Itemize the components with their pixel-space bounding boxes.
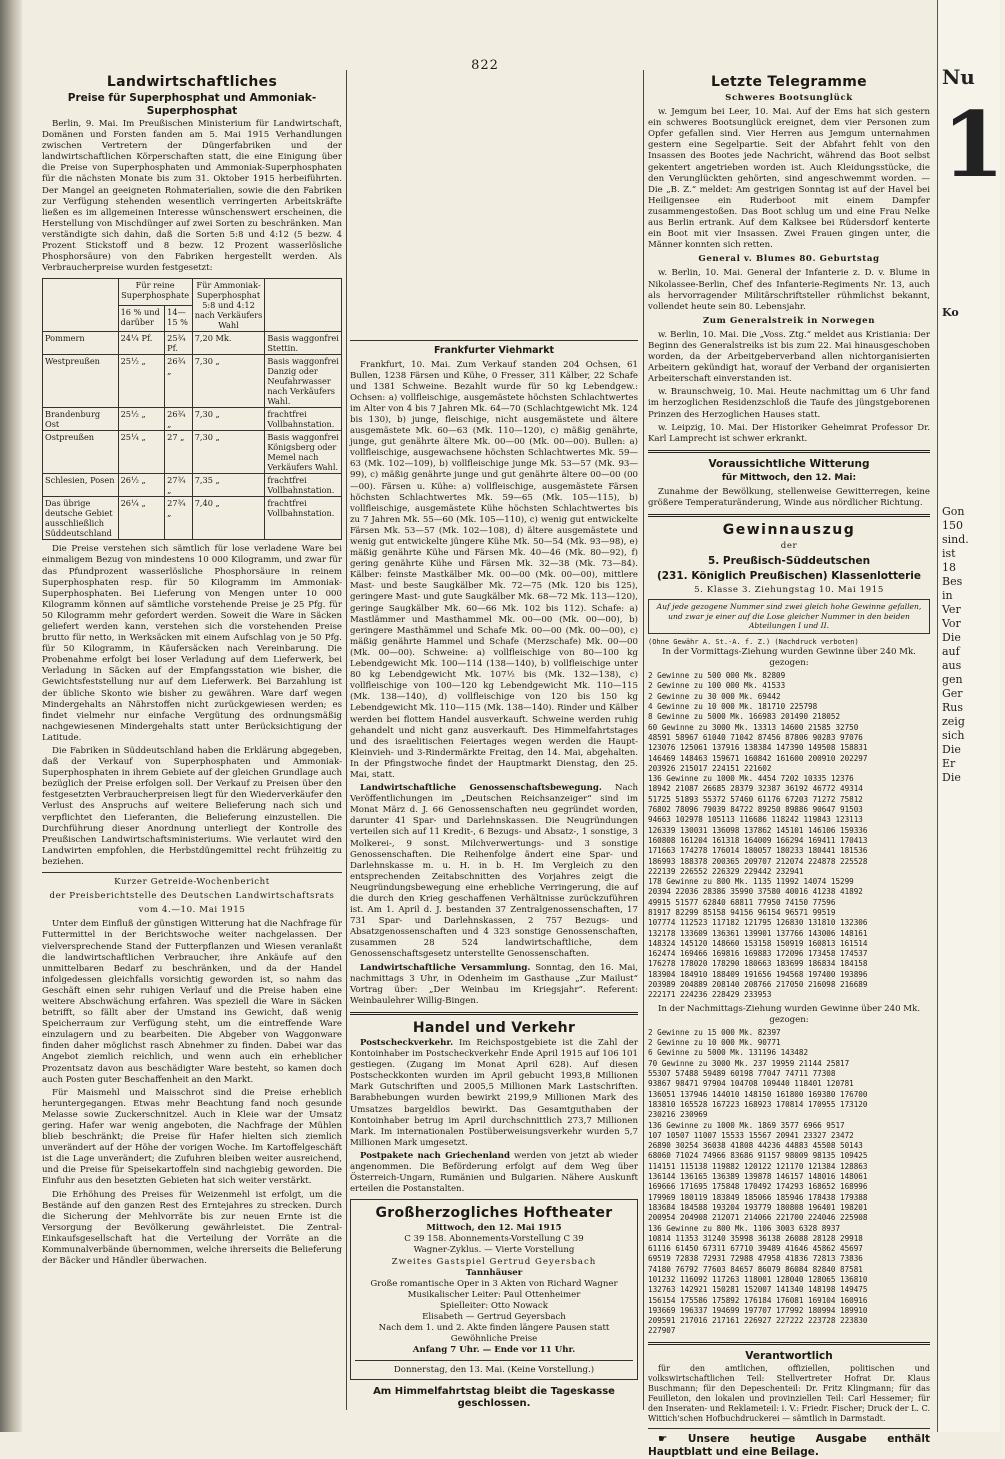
- meeting-text: Sonntag, den 16. Mai, nachmittags 3 Uhr, in Odenheim im Gasthause „Zur Mailust“ Vortrag über: „Der Weinbau im Kriegsjahr“. Referent: Weinbaulehrer Willig-Bingen.: [350, 962, 639, 1006]
- lottery-result-line: 18942 21087 26685 28379 32387 36192 46772 49314: [648, 784, 863, 794]
- table-cell: 7,35 „: [192, 474, 265, 497]
- lottery-result-line: 171663 174278 176014 180057 180233 180441 181536: [648, 846, 868, 856]
- lottery-result-line: 114151 115138 119882 120122 121170 121384 128863: [648, 1161, 868, 1171]
- section-divider: [42, 872, 342, 873]
- adjacent-page-strip: [937, 0, 1005, 1432]
- report-headline: Kurzer Getreide-Wochenbericht: [114, 877, 270, 888]
- lottery-result-line: 132763 142921 150281 152007 141340 148198 149475: [648, 1285, 868, 1295]
- lottery-result-line: 10814 11353 31240 35998 36138 26088 28128 29918: [648, 1233, 863, 1243]
- table-cell: 27¾ „: [165, 497, 193, 540]
- lottery-result-line: 136 Gewinne zu 800 Mk. 1106 3003 6328 8937: [648, 1223, 841, 1233]
- table-cell: 25¾ Pf.: [165, 332, 193, 355]
- lottery-result-line: 193669 196337 194699 197707 177992 180994 189910: [648, 1305, 868, 1315]
- theater-line: Donnerstag, den 13. Mai. (Keine Vorstellung.): [393, 1365, 595, 1376]
- theater-line: Anfang 7 Uhr. — Ende vor 11 Uhr.: [412, 1345, 576, 1356]
- lottery-result-line: 60 Gewinne zu 3000 Mk. 13313 14600 21585 32750: [648, 722, 859, 732]
- column-agriculture: [42, 72, 342, 1402]
- table-header: Für reine Superphosphate: [118, 279, 192, 306]
- table-header-row: [43, 279, 342, 306]
- ticket-office-note: Am Himmelfahrtstag bleibt die Tageskasse geschlossen.: [373, 1386, 615, 1409]
- adjacent-page-fragment: in: [942, 589, 953, 602]
- table-cell: frachtfrei Vollbahnstation.: [265, 474, 342, 497]
- weather-headline: Voraussichtliche Witterung: [708, 457, 870, 470]
- lottery-result-line: 183684 184588 193204 193779 180808 196401 198201: [648, 1202, 868, 1212]
- adjacent-page-fragment: 18: [942, 561, 956, 574]
- theater-title: Großherzogliches Hoftheater: [375, 1205, 613, 1222]
- lottery-result-line: 2 Gewinne zu 10 000 Mk. 90771: [648, 1038, 781, 1048]
- boat-headline: Schweres Bootsunglück: [725, 93, 853, 103]
- parcel-text: werden von jetzt ab wieder angenommen. Die Beförderung erfolgt auf dem Weg über Österreich-Ungarn, Rumänien und Bulgarien. Nähere Auskunft erteilen die Postanstalten.: [350, 1150, 639, 1195]
- lottery-result-line: 136 Gewinne zu 1000 Mk. 4454 7202 10335 12376: [648, 774, 854, 784]
- table-row: [43, 355, 342, 408]
- lottery-result-line: 49915 51577 62840 68811 77950 74150 77596: [648, 897, 836, 907]
- lottery-morning-intro: In der Vormittags-Ziehung wurden Gewinne über 240 Mk. gezogen:: [662, 646, 916, 669]
- table-cell: 24¼ Pf.: [118, 332, 165, 355]
- table-cell: 7,30 „: [192, 431, 265, 474]
- lottery-result-line: 136144 136165 136389 139878 146157 148016 148061: [648, 1172, 868, 1182]
- article-paragraph: Die Preise verstehen sich sämtlich für lose verladene Ware bei einmaligem Bezug von mindestens 10 000 Kilogramm, und zwar für das Pfundprozent wasserlösliche Phosphorsäure in reinem Superphosphaten resp. für 50 Kilogramm im Ammoniak-Superphosphaten. Bei Lieferung von Mengen unter 10 000 Kilogramm können auf sämtliche vorstehende Preise je 25 Pfg. für 50 Kilogramm mehr gefordert werden. Soweit die Ware in Säcken geliefert werden kann, verstehen sich die vorstehenden Preise brutto für netto, in Werksäcken mit einem Aufschlag von je 50 Pfg. für 50 Kilogramm, in Käufersäcken nach Vereinbarung. Die Probenahme erfolgt bei loser Verladung auf dem Lieferwerk, bei Verladung in Säcken auf der Empfangsstation wie bisher, die Gewichtsfeststellung nur auf dem Lieferwerk. Bei Barzahlung ist der übliche Skonto wie bisher zu gewähren. Ware darf wegen Mindergehalts an Nährstoffen nicht zurückgewiesen werden; es findet vielmehr nur einfache Vergütung des ordnungsmäßig nachgewiesenen Mindergehalts statt unter Berücksichtigung der Latitude.: [42, 544, 342, 743]
- edition-note-text: Unsere heutige Ausgabe enthält Hauptblatt und eine Beilage.: [648, 1433, 930, 1459]
- table-cell: Basis waggonfrei Stettin.: [265, 332, 342, 355]
- lottery-afternoon-intro: In der Nachmittags-Ziehung wurden Gewinne über 240 Mk. gezogen:: [657, 1003, 921, 1025]
- theater-line: Gewöhnliche Preise: [450, 1334, 538, 1345]
- theater-line: Spielleiter: Otto Nowack: [440, 1300, 548, 1311]
- table-row: [43, 497, 342, 540]
- table-cell: 7,20 Mk.: [192, 332, 265, 355]
- article-paragraph: w. Leipzig, 10. Mai. Der Historiker Geheimrat Professor Dr. Karl Lamprecht ist schwer erkrankt.: [648, 422, 930, 444]
- lottery-result-line: 179969 180119 183849 185066 185946 178438 179388: [648, 1192, 868, 1202]
- lottery-result-line: 2 Gewinne zu 100 000 Mk. 41533: [648, 681, 786, 691]
- lottery-result-line: 186993 188378 200365 209707 212074 224878 225528: [648, 856, 868, 866]
- lottery-result-line: 81917 82299 85158 94156 96154 96571 99519: [648, 908, 836, 917]
- section-divider: [350, 1012, 638, 1015]
- column-divider: [346, 70, 347, 1410]
- weather-forecast: Zunahme der Bewölkung, stellenweise Gewitterregen, keine größere Temperaturänderung, Winde aus nördlicher Richtung.: [648, 486, 930, 508]
- table-cell: Ostpreußen: [43, 431, 119, 474]
- table-continuation-space: [350, 72, 638, 336]
- table-cell: 26¼ „: [118, 497, 165, 540]
- section-divider: [648, 1342, 930, 1345]
- lottery-result-line: 176278 178020 178290 180663 183699 186834 184158: [648, 959, 868, 969]
- lottery-result-line: 148324 145120 148660 153158 150919 160813 161514: [648, 938, 868, 948]
- adjacent-page-fragment: Ger: [942, 687, 963, 700]
- lottery-result-line: 156154 175586 175892 176184 176081 169104 160916: [648, 1295, 868, 1305]
- adjacent-page-fragment: gen: [942, 673, 963, 686]
- lottery-result-line: 132178 133609 136361 139901 137766 143006 148161: [648, 928, 868, 938]
- lottery-result-line: 203989 204889 208140 208766 217050 216098 216689: [648, 980, 868, 990]
- table-cell: 25½ „: [118, 408, 165, 431]
- table-cell: 7,40 „: [192, 497, 265, 540]
- lottery-result-line: 209591 217016 217161 226927 227222 223728 223830: [648, 1316, 868, 1326]
- lottery-der: der: [780, 541, 798, 551]
- adjacent-page-fragment: zeig: [942, 715, 965, 728]
- lottery-name: 5. Preußisch-Süddeutschen: [707, 555, 871, 568]
- lottery-result-line: 222139 226552 226329 229442 232941: [648, 866, 804, 876]
- lottery-result-line: 69519 72838 72931 72988 47958 41836 72813 73836: [648, 1254, 863, 1264]
- table-cell: 27 „: [165, 431, 193, 474]
- table-row: [43, 408, 342, 431]
- lottery-result-line: 200954 204908 212071 214066 221700 224046 225908: [648, 1213, 868, 1223]
- table-row: [43, 431, 342, 474]
- lottery-afternoon-results: [648, 1028, 930, 1337]
- lottery-result-line: 61116 61450 67311 67710 39489 41646 45862 45697: [648, 1244, 863, 1254]
- responsible-headline: Verantwortlich: [745, 1349, 833, 1362]
- adjacent-page-fragment: sind.: [942, 533, 969, 546]
- theater-line: Große romantische Oper in 3 Akten von Richard Wagner: [370, 1278, 618, 1289]
- column-market-trade: [350, 72, 639, 1409]
- adjacent-page-fragment: Bes: [942, 575, 963, 588]
- lottery-result-line: 107 10507 11007 15533 15567 20941 23327 23472: [648, 1130, 854, 1140]
- theater-line: C 39 158. Abonnements-Vorstellung C 39: [404, 1234, 584, 1245]
- weather-date: für Mittwoch, den 12. Mai:: [721, 473, 857, 484]
- lottery-result-line: 74180 76792 77603 84657 86079 86084 82840 87581: [648, 1264, 863, 1274]
- adjacent-page-fragment: Ver: [942, 603, 961, 616]
- responsible-editors: für den amtlichen, offiziellen, politischen und volkswirtschaftlichen Teil: Stellvertreter Hofrat Dr. Klaus Buschmann; für den Depeschenteil: Dr. Fritz Klingmann; für das Feuilleton, den lokalen und provinziellen Teil: Carl Hessemer; für den Inseraten- und Reklameteil: i. V.: Friedr. Fischer; Druck der L. C. Wittich'schen Hofbuchdruckerei — sämtlich in Darmstadt.: [648, 1364, 930, 1424]
- theater-line: Musikalischer Leiter: Paul Ottenheimer: [407, 1289, 581, 1300]
- lottery-guarantee: (Ohne Gewähr A. St.-A. f. Z.) (Nachdruck verboten): [648, 637, 859, 646]
- article-paragraph: Unter dem Einfluß der günstigen Witterung hat die Nachfrage für Futtermittel in der Berichtswoche weiter nachgelassen. Der vielversprechende Stand der Futterpflanzen und Wiesen veranlaßt die landwirtschaftlichen Verbraucher, ihre Ankäufe auf den unmittelbaren Bedarf zu beschränken, und da der Handel infolgedessen gleichfalls vorsichtig geworden ist, so nahm das Geschäft einen sehr ruhigen Verlauf und die Preise haben eine weitere Abschwächung erfahren. Was speziell die Ware in Säcken betrifft, so fällt aber der Umstand ins Gewicht, daß wenig Speicherraum zur Verfügung steht, um die eintreffende Ware einzulagern und zu bearbeiten. Die Abgeber von Waggonware finden daher möglichst rasch Abnehmer zu finden. Dabei war das Angebot ziemlich reichlich, und wenn auch ein erheblicher Prozentsatz davon aus beschädigter Ware besteht, so kamen doch auch Posten guter Beschaffenheit an den Markt.: [42, 919, 342, 1085]
- article-paragraph: Berlin, 9. Mai. Im Preußischen Ministerium für Landwirtschaft, Domänen und Forsten fanden am 5. Mai 1915 Verhandlungen zwischen Vertretern der Düngerfabriken und der landwirtschaftlichen Körperschaften statt, die eine Einigung über die Preise von Superphosphaten und Ammoniak-Superphosphaten für die nächsten Monate bis zum 31. Oktober 1915 herbeiführten. Der Mangel an geeigneten Rohmaterialien, sowie die den Fabriken zur Verfügung stehenden wesentlich verringerten Arbeitskräfte ließen es im allgemeinen Interesse wünschenswert erscheinen, die Herstellung von Mischdünger auf zwei Sorten zu beschränken. Man verständigte sich dahin, daß die Sorten 5:8 und 4:12 (5 bezw. 4 Prozent Stickstoff und 8 bezw. 12 Prozent wasserlösliche Phosphorsäure) von den Fabriken hergestellt werden. Als Verbraucherpreise wurden festgesetzt:: [42, 119, 342, 274]
- postcheck-report: [350, 1038, 638, 1149]
- table-cell: frachtfrei Vollbahnstation.: [265, 497, 342, 540]
- table-cell: Brandenburg Ost: [43, 408, 119, 431]
- article-paragraph: Die Fabriken in Süddeutschland haben die Erklärung abgegeben, daß der Verkauf von Superphosphaten und Ammoniak-Superphosphaten in ihrem Gebiete auf der gleichen Grundlage auch bezüglich der Preise erfolgen soll. Der Verkauf zu Preisen über den festgesetzten Verbraucherpreisen liegt für den Wiederverkäufer den Verlust des Anspruchs auf weitere Belieferung nach sich und verpflichtet den Lieferanten, die Belieferung einzustellen. Die Durchführung dieser Anordnung unterliegt der Kontrolle des Preußischen Landwirtschaftsministeriums. Wie verlautet wird den Landwirten empfohlen, die Herbstdüngemittel recht frühzeitig zu beziehen.: [42, 746, 342, 867]
- adjacent-page-fragment: aus: [942, 659, 962, 672]
- adjacent-page-fragment: 150: [942, 519, 963, 532]
- postcheck-title: Postscheckverkehr.: [360, 1037, 454, 1048]
- section-divider: [648, 450, 930, 453]
- lottery-result-line: 178 Gewinne zu 800 Mk. 1135 11992 14074 15299: [648, 877, 854, 887]
- lottery-draw-info: 5. Klasse 3. Ziehungstag 10. Mai 1915: [694, 585, 884, 596]
- table-cell: 7,30 „: [192, 355, 265, 408]
- coop-text: Nach Veröffentlichungen im „Deutschen Reichsanzeiger“ sind im Monat März d. J. 66 Genossenschaften neu gegründet worden, darunter 41 Spar- und Darlehnskassen. Die Neugründungen verteilen sich auf 11 Kredit-, 6 Bezugs- und Absatz-, 1 sonstige, 3 Molkerei-, 9 sonst. Milchverwertungs- und 3 sonstige Genossenschaften. Die Reihenfolge ändert eine Spar- und Darlehnskasse m. u. H. in b. H. Im Vergleich zu den entsprechenden Zeitabschnitten des Vorjahres zeigt die Neugründungsbewegung eine erhebliche Verringerung, die auf die durch den Krieg geschaffenen Verhältnisse zurückzuführen ist. Am 1. April d. J. bestanden 37 Zentralgenossenschaften, 17 731 Spar- und Darlehnskassen, 2 757 Bezugs- und Absatzgenossenschaften und 4 323 sonstige Genossenschaften, zusammen 28 524 landwirtschaftliche, dem Genossenschaftsgesetz unterstellte Genossenschaften.: [350, 783, 638, 960]
- lottery-result-line: 51725 51893 55372 57460 61176 67203 71272 75812: [648, 794, 863, 804]
- lottery-result-line: 2 Gewinne zu 15 000 Mk. 82397: [648, 1027, 781, 1037]
- lottery-name-2: (231. Königlich Preußischen) Klassenlotterie: [656, 569, 922, 582]
- page-number: 822: [471, 58, 499, 73]
- table-cell: 7,30 „: [192, 408, 265, 431]
- section-divider: [648, 514, 930, 517]
- adjacent-page-fragment-top: Nu: [942, 65, 975, 89]
- lottery-result-line: 101232 116092 117263 118001 128040 128065 136810: [648, 1274, 868, 1284]
- meeting-report: [350, 963, 638, 1007]
- table-cell: 25¼ „: [118, 431, 165, 474]
- lottery-result-line: 2 Gewinne zu 30 000 Mk. 69442: [648, 691, 781, 701]
- article-paragraph: Für Maismehl und Maisschrot sind die Preise erheblich heruntergegangen. Etwas mehr Beachtung fand noch gesunde Melasse sowie Zuckerschnitzel. Auch in Kleie war der Umsatz gering. Hafer war wenig angeboten, die Nachfrage der Mühlen blieb beschränkt; die Preise für Hafer hielten sich ziemlich unverändert auf der Höhe der vorigen Woche. Im Kartoffelgeschäft ist die Lage unverändert; die Zufuhren bleiben weiter ausreichend, und die Preise für Speisekartoffeln sind nachgiebig geworden. Die Einfuhr aus den besetzten Gebieten hat sich weiter verstärkt.: [42, 1087, 342, 1187]
- lottery-result-line: 123076 125061 137916 138384 147390 149508 158831: [648, 743, 868, 753]
- table-header: [43, 279, 119, 332]
- table-cell: Basis waggonfrei Königsberg oder Memel nach Verkäufers Wahl.: [265, 431, 342, 474]
- lottery-result-line: 126339 130031 136098 137862 145101 146106 159336: [648, 825, 868, 835]
- strike-headline: Zum Generalstreik in Norwegen: [702, 315, 876, 326]
- lottery-result-line: 107774 112523 117182 121795 126830 131810 132306: [648, 918, 868, 928]
- table-cell: 26¾ „: [165, 355, 193, 408]
- lottery-result-line: 76802 78096 79039 84722 89250 89886 90647 91503: [648, 805, 863, 815]
- adjacent-page-fragment: Rus: [942, 701, 964, 714]
- lottery-result-line: 48591 58967 61040 71042 87456 87806 90283 97076: [648, 732, 863, 742]
- page-binding-edge: [0, 0, 22, 1432]
- lottery-morning-results: [648, 671, 930, 1001]
- lottery-result-line: 169666 171695 175848 170492 174293 168652 168996: [648, 1182, 868, 1192]
- table-cell: 27¾ „: [165, 474, 193, 497]
- adjacent-page-fragment: Er: [942, 757, 956, 770]
- lottery-result-line: 160808 161204 161318 164009 166294 169411 170413: [648, 835, 868, 845]
- table-cell: 26¾ „: [165, 408, 193, 431]
- article-paragraph: w. Berlin, 10. Mai. Die „Voss. Ztg.“ meldet aus Kristiania: Der Beginn des Generalstreiks ist bis zum 22. Mai hinausgeschoben worden, da der Arbeitgeberverband allen nichtorganisierten Arbeitern gekündigt hat, worauf der Verband der organisierten Arbeiterschaft einverstanden ist.: [648, 329, 930, 385]
- adjacent-page-fragment: ist: [942, 547, 956, 560]
- article-paragraph: w. Berlin, 10. Mai. General der Infanterie z. D. v. Blume in Nikolassee-Berlin, Chef des Infanterie-Regiments Nr. 13, auch als hervorragender Militärschriftsteller rühmlichst bekannt, vollendet heute sein 80. Lebensjahr.: [648, 268, 930, 312]
- meeting-title: Landwirtschaftliche Versammlung.: [360, 962, 531, 973]
- table-cell: Pommern: [43, 332, 119, 355]
- table-subheader: 14—15 %: [165, 305, 193, 332]
- section-divider: [355, 1360, 633, 1361]
- table-cell: 25½ „: [118, 355, 165, 408]
- table-cell: Basis waggonfrei Danzig oder Neufahrwasser nach Verkäufers Wahl.: [265, 355, 342, 408]
- lottery-result-line: 203926 215017 224151 221602: [648, 763, 772, 773]
- coop-title: Landwirtschaftliche Genossenschaftsbewegung.: [360, 783, 602, 794]
- section-divider: [648, 1428, 930, 1429]
- report-source: der Preisberichtstelle des Deutschen Landwirtschaftsrats: [49, 891, 335, 902]
- section-divider: [350, 340, 638, 341]
- table-cell: frachtfrei Vollbahnstation.: [265, 408, 342, 431]
- lottery-result-line: 2 Gewinne zu 500 000 Mk. 82809: [648, 671, 786, 681]
- lottery-result-line: 162474 169466 169816 169883 172096 173458 174537: [648, 949, 868, 959]
- lottery-result-line: 68060 71024 74966 83686 91157 98009 98135 109425: [648, 1151, 868, 1161]
- column-divider: [643, 70, 644, 1410]
- adjacent-page-fragment: Vor: [942, 617, 961, 630]
- pointing-hand-icon: ☛: [658, 1433, 668, 1446]
- lottery-result-line: 6 Gewinne zu 5000 Mk. 131196 143482: [648, 1048, 809, 1058]
- theater-line: Elisabeth — Gertrud Geyersbach: [422, 1312, 566, 1322]
- table-row: [43, 474, 342, 497]
- adjacent-page-fragment: Ko: [942, 306, 959, 319]
- lottery-result-line: 222171 224236 228429 233953: [648, 990, 772, 1000]
- general-headline: General v. Blumes 80. Geburtstag: [698, 254, 880, 265]
- table-cell: Das übrige deutsche Gebiet ausschließlich Süddeutschland: [43, 497, 119, 540]
- market-report: Frankfurt, 10. Mai. Zum Verkauf standen 204 Ochsen, 61 Bullen, 1238 Färsen und Kühe, 0 Fresser, 311 Kälber, 22 Schafe und 1381 Schweine. Bezahlt wurde für 50 kg Lebendgew.: Ochsen: a) vollfleischige, ausgemästete höchsten Schlachtwertes im Alter von 4 bis 7 Jahren Mk. 64—70 (Schlachtgewicht Mk. 124 bis 130), b) junge, fleischige, nicht ausgemästete und ältere ausgemästete Mk. 60—63 (Mk. 110—120), c) mäßig genährte, junge, gut genährte ältere Mk. 00—00 (Mk. 00—00). Bullen: a) vollfleischige, ausgewachsene höchsten Schlachtwertes Mk. 59—63 (Mk. 102—109), b) vollfleischige junge Mk. 53—57 (Mk. 93—99), c) mäßig genährte junge und gut genährte ältere 00—00 (00—00). Färsen u. Kühe: a) vollfleischige, ausgemästete Färsen höchsten Schlachtwertes Mk. 59—65 (Mk. 105—115), b) vollfleischige, ausgemästete Kühe höchsten Schlachtwertes bis zu 7 Jahren Mk. 55—60 (Mk. 105—110), c) wenig gut entwickelte Färsen Mk. 53—57 (Mk. 102—108), d) ältere ausgemästete und wenig gut entwickelte jüngere Kühe Mk. 50—54 (Mk. 93—98), e) mäßig genährte Kühe und Färsen Mk. 40—46 (Mk. 80—92), f) gering genährte Kühe und Färsen Mk. 32—38 (Mk. 73—84). Kälber: feinste Mastkälber Mk. 00—00 (Mk. 00—00), mittlere Mast- und beste Saugkälber Mk. 72—75 (Mk. 120 bis 125), geringere Mast- und gute Saugkälber Mk. 68—72 Mk. 113—120), geringe Saugkälber Mk. 60—66 Mk. 102 bis 112). Schafe: a) Mastlämmer und Masthammel Mk. 00—00 (Mk. 00—00), b) geringere Masthämmel und Schafe Mk. 00—00 (Mk. 00—00), c) mäßig genährte Hammel und Schafe (Merzschafe) Mk. 00—00 (Mk. 00—00). Schweine: a) vollfleischige von 80—100 kg Lebendgewicht Mk. 100—114 (138—140), b) vollfleischige unter 80 kg Lebendgewicht Mk. 107½ bis (Mk. 132—138), c) vollfleischige von 100—120 kg Lebendgewicht Mk. 110—115 (Mk. 138—140), d) vollfleischige von 120 bis 150 kg Lebendgewicht Mk. 110—115 (Mk. 138—140). Rinder und Kälber werden bei flottem Handel ausverkauft. Schweine werden ruhig gehandelt und nicht ganz ausverkauft. Des Himmelfahrtstages und des israelitischen Feiertages wegen werden die Haupt-Kleinvieh- und 3-Rindermärkte Freitag, den 14. Mai, abgehalten. In der Pfingstwoche findet der Hauptmarkt Dienstag, den 25. Mai, statt.: [350, 359, 638, 780]
- adjacent-page-big-letter: 1: [942, 92, 1005, 198]
- lottery-result-line: 55307 57488 59489 60198 77047 74711 77308: [648, 1069, 836, 1079]
- lottery-notice: Auf jede gezogene Nummer sind zwei gleich hohe Gewinne gefallen, und zwar je einer auf die Lose gleicher Nummer in den beiden Abteilungen I und II.: [648, 599, 930, 634]
- edition-note: [648, 1433, 930, 1459]
- adjacent-page-fragment: Die: [942, 743, 961, 756]
- article-paragraph: w. Jemgum bei Leer, 10. Mai. Auf der Ems hat sich gestern ein schweres Bootsunglück ereignet, dem vier Personen zum Opfer gefallen sind. Vier Herren aus Jemgum unternahmen gestern eine Segelpartie. Seit der Abfahrt fehlt von den Insassen des Bootes jede Nachricht, während das Boot selbst gekentert angetrieben worden ist. Auch Kleidungsstücke, die den Verunglückten gehörten, sind angeschwemmt worden. — Die „B. Z.“ meldet: Am gestrigen Sonntag ist auf der Havel bei Heiligensee ein Ruderboot mit einem Dampfer zusammengestoßen. Das Boot schlug um und eine Frau Nelke aus Berlin ertrank. Auf dem Kalksee bei Rüdersdorf kenterte ein Boot mit vier Insassen. Zwei Frauen gingen unter, die Männer konnten sich retten.: [648, 107, 930, 251]
- adjacent-page-fragment: sich: [942, 729, 965, 742]
- section-title-agriculture: Landwirtschaftliches: [106, 74, 278, 90]
- lottery-result-line: 8 Gewinne zu 5000 Mk. 166983 201490 218052: [648, 712, 841, 722]
- market-headline: Frankfurter Viehmarkt: [433, 345, 555, 356]
- article-paragraph: Die Erhöhung des Preises für Weizenmehl ist erfolgt, um die Bestände auf den ganzen Rest des Erntejahres zu strecken. Durch die Sicherung der Mehlvorräte bis zur neuen Ernte ist die Versorgung der Bevölkerung gewährleistet. Die Zentral-Einkaufsgesellschaft hat die Verteilung der Vorräte an die Kommunalverbände übernommen, welche ihrerseits die Belieferung der Bäcker und Händler überwachen.: [42, 1189, 342, 1267]
- lottery-result-line: 70 Gewinne zu 3000 Mk. 237 19959 21144 25817: [648, 1058, 850, 1068]
- theater-line: Mittwoch, den 12. Mai 1915: [426, 1223, 562, 1234]
- theater-line: Wagner-Zyklus. — Vierte Vorstellung: [413, 1245, 575, 1256]
- lottery-result-line: 93867 98471 97904 104708 109440 118401 120781: [648, 1079, 854, 1089]
- lottery-result-line: 136051 137946 144010 148150 161800 169380 176700: [648, 1089, 868, 1099]
- table-cell: Schlesien, Posen: [43, 474, 119, 497]
- theater-announcement: [350, 1199, 638, 1380]
- adjacent-page-fragment: auf: [942, 645, 960, 658]
- adjacent-page-fragment: Die: [942, 771, 961, 784]
- table-header: Für Ammoniak-Superphosphat 5:8 und 4:12 nach Verkäufers Wahl: [192, 279, 265, 332]
- table-header: [265, 279, 342, 332]
- section-title-trade: Handel und Verkehr: [412, 1019, 576, 1036]
- parcel-report: [350, 1151, 638, 1195]
- article-headline-prices: Preise für Superphosphat und Ammoniak-Superphosphat: [67, 92, 317, 117]
- lottery-result-line: 230216 230969: [648, 1110, 708, 1120]
- theater-line: Zweites Gastspiel Gertrud Geyersbach: [391, 1256, 597, 1267]
- lottery-result-line: 94663 102978 105113 116686 118242 119843 123113: [648, 815, 863, 825]
- adjacent-page-fragment: Die: [942, 631, 961, 644]
- lottery-headline: Gewinnauszug: [722, 522, 856, 538]
- lottery-result-line: 4 Gewinne zu 10 000 Mk. 181710 225798: [648, 702, 818, 712]
- column-telegrams-lottery: [648, 72, 930, 1459]
- theater-line: Nach dem 1. und 2. Akte finden längere Pausen statt: [378, 1323, 610, 1334]
- lottery-result-line: 227907: [648, 1326, 676, 1336]
- lottery-result-line: 136 Gewinne zu 1000 Mk. 1869 3577 6966 9517: [648, 1120, 845, 1130]
- table-subheader: 16 % und darüber: [118, 305, 165, 332]
- coop-report: [350, 783, 638, 961]
- lottery-result-line: 20394 22036 28386 35990 37580 40016 41238 41892: [648, 887, 863, 897]
- lottery-result-line: 183810 165528 167223 168923 170814 170955 173120: [648, 1099, 868, 1109]
- table-row: [43, 332, 342, 355]
- theater-line: Tannhäuser: [465, 1267, 523, 1278]
- lottery-result-line: 26890 30254 36038 41808 44236 44883 45508 50143: [648, 1141, 863, 1151]
- report-dates: vom 4.—10. Mai 1915: [138, 905, 246, 916]
- adjacent-page-fragment: Gon: [942, 505, 965, 518]
- table-cell: 26½ „: [118, 474, 165, 497]
- section-title-telegrams: Letzte Telegramme: [711, 74, 867, 90]
- parcel-title: Postpakete nach Griechenland: [360, 1150, 510, 1161]
- table-cell: Westpreußen: [43, 355, 119, 408]
- lottery-result-line: 183904 184910 188409 191656 194568 197400 193896: [648, 969, 868, 979]
- article-paragraph: w. Braunschweig, 10. Mai. Heute nachmittag um 6 Uhr fand im herzoglichen Residenzschloß die Taufe des jüngstgeborenen Prinzen des Herzoglichen Hauses statt.: [648, 387, 930, 420]
- lottery-result-line: 146469 148463 159671 160842 161600 200910 202297: [648, 753, 868, 763]
- postcheck-text: Im Reichspostgebiete ist die Zahl der Kontoinhaber im Postscheckverkehr Ende April 1915 auf 106 101 gestiegen. (Zugang im Monat April 628). Auf diesen Postscheckkonten wurden im April gebucht 1993,8 Millionen Mark Gutschriften und 2005,5 Millionen Mark Lastschriften. Barabhebungen wurden bewirkt 2199,9 Millionen Mark des Umsatzes bargeldlos bewirkt. Das Gesamtguthaben der Kontoinhaber betrug im April durchschnittlich 273,7 Millionen Mark. Im internationalen Postüberweisungsverkehr wurden 5,7 Millionen Mark umgesetzt.: [350, 1037, 638, 1148]
- price-table: [42, 278, 342, 540]
